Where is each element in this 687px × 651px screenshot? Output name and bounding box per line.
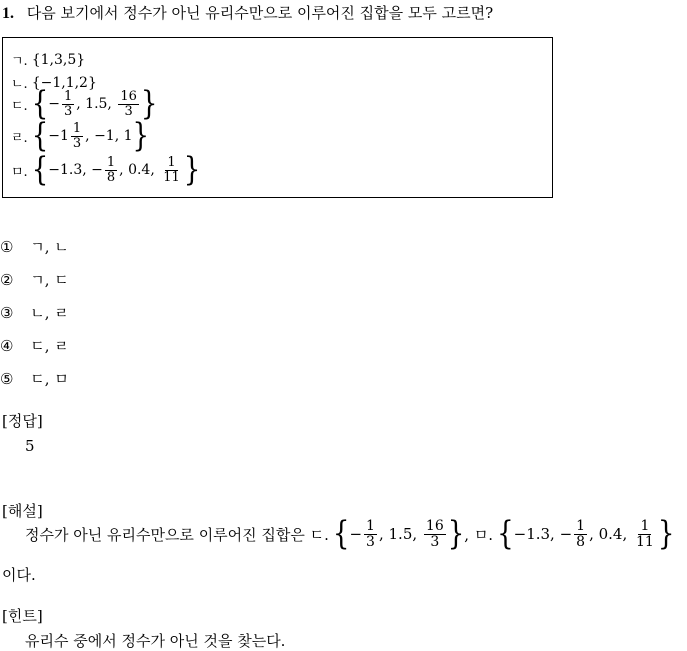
set-value: {1,3,5} — [31, 51, 86, 68]
set-row-1 — [11, 50, 85, 69]
set-part: − — [48, 96, 60, 113]
close-brace: } — [140, 85, 158, 123]
expl-part: − — [349, 525, 363, 544]
choice-4[interactable] — [0, 335, 69, 356]
open-brace: { — [497, 515, 514, 553]
explanation-heading: [해설] — [2, 502, 43, 520]
set-row-3 — [11, 85, 158, 123]
choice-text: ㄱ, ㄴ — [30, 238, 69, 256]
example-box — [2, 37, 553, 198]
open-brace: { — [31, 151, 49, 189]
close-brace: } — [183, 151, 201, 189]
choice-text: ㄱ, ㄷ — [30, 271, 69, 289]
choice-1[interactable] — [0, 236, 69, 257]
close-brace: } — [657, 515, 675, 553]
set-part: −1 — [48, 128, 69, 145]
question-line — [2, 2, 493, 23]
close-brace: } — [447, 515, 465, 553]
hint-heading: [힌트] — [2, 607, 43, 625]
fraction: $\frac{1}{8}$ — [106, 155, 116, 185]
choice-text: ㄴ, ㄹ — [30, 304, 69, 322]
fraction: $\frac{1}{11}$ — [163, 155, 180, 185]
fraction: $\frac{1}{3}$ — [63, 89, 73, 119]
question-number: 1. — [2, 5, 14, 22]
question-text: 다음 보기에서 정수가 아닌 유리수만으로 이루어진 집합을 모두 고르면? — [26, 4, 494, 22]
expl-part: , 0.4, — [589, 525, 633, 544]
choice-marker: ① — [0, 238, 14, 256]
set-value: {−1,1,2} — [31, 74, 97, 91]
answer-value: 5 — [25, 437, 35, 455]
expl-mid: , ㅁ. — [464, 525, 494, 544]
set-label: ㅁ. — [11, 164, 28, 180]
set-part: , −1, 1 — [85, 128, 133, 145]
set-row-5 — [11, 151, 201, 189]
set-label: ㄱ. — [11, 54, 28, 69]
expl-part: , 1.5, — [378, 525, 422, 544]
set-row-4 — [11, 117, 150, 155]
set-label: ㄷ. — [11, 98, 28, 114]
answer-heading: [정답] — [2, 412, 43, 430]
choice-marker: ② — [0, 271, 14, 289]
open-brace: { — [31, 117, 49, 155]
choice-text: ㄷ, ㅁ — [30, 370, 69, 388]
explanation-line — [25, 515, 675, 553]
fraction: $\frac{1}{11}$ — [636, 518, 654, 550]
choice-marker: ④ — [0, 337, 14, 355]
set-label: ㄴ. — [11, 77, 28, 92]
set-label: ㄹ. — [11, 130, 28, 146]
choice-5[interactable] — [0, 368, 69, 389]
close-brace: } — [132, 117, 150, 155]
choice-text: ㄷ, ㄹ — [30, 337, 69, 355]
fraction: $\frac{16}{3}$ — [120, 89, 137, 119]
set-part: −1.3, − — [48, 162, 103, 179]
expl-part: −1.3, − — [513, 525, 573, 544]
open-brace: { — [332, 515, 350, 553]
choice-2[interactable] — [0, 269, 69, 290]
set-part: , 1.5, — [76, 96, 117, 113]
hint-text: 유리수 중에서 정수가 아닌 것을 찾는다. — [25, 632, 286, 650]
fraction: $\frac{1}{3}$ — [366, 518, 375, 550]
fraction: $\frac{1}{3}$ — [72, 121, 82, 151]
open-brace: { — [31, 85, 49, 123]
choice-marker: ③ — [0, 304, 14, 322]
set-part: , 0.4, — [119, 162, 160, 179]
fraction: $\frac{1}{8}$ — [576, 518, 586, 550]
explanation-suffix: 이다. — [2, 566, 36, 584]
choice-marker: ⑤ — [0, 370, 14, 388]
fraction: $\frac{16}{3}$ — [425, 518, 444, 550]
choice-3[interactable] — [0, 302, 69, 323]
explanation-prefix: 정수가 아닌 유리수만으로 이루어진 집합은 ㄷ. — [25, 525, 329, 544]
